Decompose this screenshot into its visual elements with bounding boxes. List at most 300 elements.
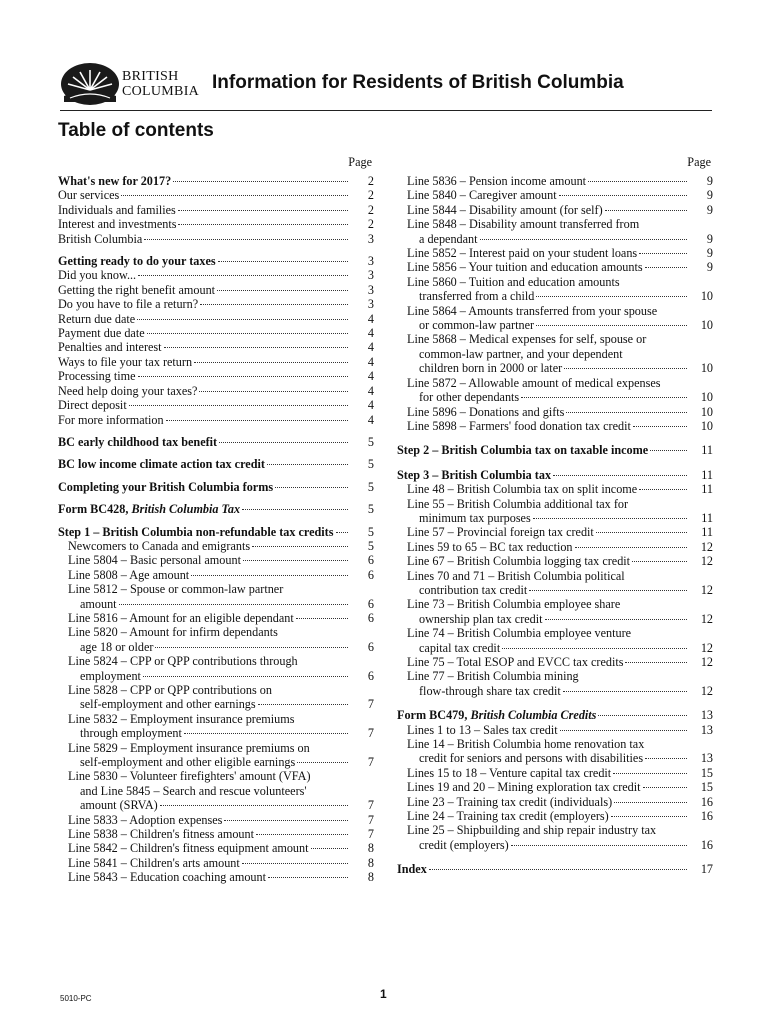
toc-entry-label: Line 5856 – Your tuition and education amounts [407,260,643,275]
toc-page-number: 10 [700,361,713,376]
toc-entry[interactable] [58,268,376,282]
dot-leader [533,518,687,519]
dot-leader [252,546,348,547]
toc-heading: Table of contents [58,120,214,141]
toc-page-number: 10 [700,404,713,419]
toc-entry[interactable] [397,217,715,246]
dot-leader [639,253,687,254]
toc-page-number: 3 [367,282,374,297]
toc-entry[interactable] [58,582,376,611]
toc-entry-label: Line 5842 – Children's fitness equipment amount [68,841,309,856]
toc-entry[interactable] [397,376,715,405]
toc-entry-label: Line 5843 – Education coaching amount [68,870,266,885]
toc-entry[interactable] [58,312,376,326]
dot-leader [267,464,348,465]
toc-page-number: 9 [706,231,713,246]
toc-entry-label: Line 5838 – Children's fitness amount [68,827,255,842]
toc-entry[interactable] [397,723,715,737]
toc-page-number: 7 [367,827,374,842]
toc-entry-label: Getting the right benefit amount [58,282,216,297]
toc-entry[interactable] [58,203,376,217]
toc-entry-label: amount (SRVA) [80,798,158,813]
toc-entry-label: Line 77 – British Columbia mining [407,669,579,684]
sun-mountain-icon [60,62,120,106]
toc-entry[interactable] [58,384,376,398]
dot-leader [536,296,687,297]
dot-leader [643,787,687,788]
toc-entry-label: capital tax credit [419,640,501,655]
dot-leader [429,869,687,870]
toc-page-number: 3 [367,297,374,312]
toc-entry-label: for other dependants [419,390,520,405]
dot-leader [336,532,349,533]
toc-entry[interactable] [397,304,715,333]
toc-entry[interactable] [58,611,376,625]
toc-entry-label: Line 5844 – Disability amount (for self) [407,202,603,217]
toc-entry-label: or common-law partner [419,318,535,333]
toc-entry[interactable] [58,457,376,471]
dot-leader [121,195,348,196]
toc-entry-label: and Line 5845 – Search and rescue volunteers' [80,783,307,798]
dot-leader [605,210,687,211]
toc-page-number: 9 [706,246,713,261]
toc-entry-label: Line 23 – Training tax credit (individuals) [407,794,613,809]
toc-entry-label: Line 5872 – Allowable amount of medical expenses [407,375,661,390]
toc-entry-label: What's new for 2017? [58,174,172,188]
toc-entry[interactable] [397,405,715,419]
toc-entry-label: Line 5840 – Caregiver amount [407,188,557,203]
toc-entry-label: Line 5804 – Basic personal amount [68,553,241,568]
toc-entry[interactable] [58,355,376,369]
dot-leader [598,715,687,716]
toc-entry[interactable] [397,525,715,539]
logo-line-2: COLUMBIA [122,84,200,99]
toc-entry-label: Line 5812 – Spouse or common-law partner [68,582,284,597]
toc-entry-label: Individuals and families [58,202,176,217]
toc-entry[interactable] [397,597,715,626]
toc-entry[interactable] [58,683,376,712]
dot-leader [511,845,687,846]
toc-page-number: 9 [706,260,713,275]
bc-logo [60,62,202,106]
dot-leader [138,376,348,377]
dot-leader [129,405,348,406]
toc-entry-label: Line 5808 – Age amount [68,567,190,582]
dot-leader [563,691,687,692]
toc-entry[interactable] [397,332,715,375]
toc-entry-label: Line 5860 – Tuition and education amounts [407,274,620,289]
toc-entry-label: Line 57 – Provincial foreign tax credit [407,525,594,540]
toc-entry[interactable] [397,809,715,823]
toc-entry-label: Penalties and interest [58,340,162,355]
toc-entry-label: British Columbia [58,231,143,246]
toc-page-number: 4 [367,398,374,413]
toc-entry[interactable] [58,525,376,539]
toc-entry-label: Line 5828 – CPP or QPP contributions on [68,683,272,697]
toc-page-number: 17 [700,862,713,877]
dot-leader [639,489,687,490]
dot-leader [625,662,687,663]
dot-leader [536,325,687,326]
toc-page-number: 5 [367,434,374,449]
toc-page-number: 13 [700,722,713,737]
toc-entry[interactable] [397,669,715,698]
toc-entry[interactable] [58,539,376,553]
dot-leader [137,319,348,320]
page-column-label: Page [687,155,711,169]
toc-page-number: 5 [367,479,374,494]
toc-entry[interactable] [58,553,376,567]
toc-page-number: 4 [367,369,374,384]
toc-page-number: 16 [700,809,713,824]
logo-wordmark [122,69,199,99]
dot-leader [480,239,687,240]
toc-entry[interactable] [58,326,376,340]
toc-entry[interactable] [58,625,376,654]
toc-page-number: 4 [367,311,374,326]
dot-leader [650,450,687,451]
toc-page-number: 9 [706,188,713,203]
dot-leader [297,762,348,763]
toc-entry-label: Line 75 – Total ESOP and EVCC tax credits [407,655,624,669]
toc-entry-label: children born in 2000 or later [419,361,563,376]
dot-leader [217,290,348,291]
toc-page-number: 11 [701,525,713,540]
toc-page-number: 16 [700,837,713,852]
dot-leader [596,532,687,533]
toc-entry-label: common-law partner, and your dependent [419,346,623,361]
toc-entry-label: a dependant [419,231,478,246]
toc-entry-label: Return due date [58,311,136,326]
toc-entry-label: Our services [58,188,120,203]
toc-entry-label: Line 25 – Shipbuilding and ship repair industry tax [407,823,657,838]
toc-entry-label: Line 5816 – Amount for an eligible dependant [68,610,294,625]
toc-entry-label: For more information [58,412,164,427]
toc-entry-label: Line 48 – British Columbia tax on split income [407,482,638,497]
dot-leader [243,560,348,561]
toc-entry[interactable] [58,398,376,412]
toc-entry[interactable] [397,275,715,304]
toc-entry-label: Do you have to file a return? [58,297,199,312]
toc-page-number: 4 [367,412,374,427]
dot-leader [529,590,687,591]
toc-entry[interactable] [58,502,376,516]
toc-entry[interactable] [58,369,376,383]
dot-leader [224,820,348,821]
toc-page-number: 3 [367,254,374,269]
dot-leader [199,391,348,392]
toc-entry-label: transferred from a child [419,289,535,304]
toc-page-number: 2 [367,217,374,232]
toc-entry-label: Completing your British Columbia forms [58,479,274,494]
page-column-label: Page [348,155,372,169]
toc-entry-label: Line 5852 – Interest paid on your student loans [407,246,638,261]
toc-entry-label: Line 24 – Training tax credit (employers) [407,809,609,824]
toc-entry[interactable] [397,554,715,568]
toc-entry[interactable] [58,856,376,870]
dot-leader [311,848,349,849]
toc-entry[interactable] [58,827,376,841]
dot-leader [632,561,687,562]
toc-page-number: 3 [367,231,374,246]
toc-page-number: 9 [706,202,713,217]
toc-page-number: 7 [367,755,374,770]
toc-entry[interactable] [397,540,715,554]
dot-leader [614,802,687,803]
dot-leader [645,758,687,759]
toc-entry-label: Line 73 – British Columbia employee share [407,597,621,612]
toc-entry[interactable] [58,568,376,582]
toc-page-number: 12 [700,655,713,669]
dot-leader [242,863,348,864]
toc-entry[interactable] [397,468,715,482]
toc-entry-label: Line 55 – British Columbia additional tax for [407,496,629,511]
toc-page-number: 2 [367,174,374,188]
toc-entry-label: self-employment and other eligible earnings [80,755,296,770]
toc-page-number: 4 [367,354,374,369]
toc-entry[interactable] [397,419,715,433]
toc-page-number: 12 [700,582,713,597]
dot-leader [147,333,348,334]
toc-page-number: 10 [700,318,713,333]
toc-entry[interactable] [58,870,376,884]
toc-entry[interactable] [397,780,715,794]
toc-entry[interactable] [397,862,715,876]
toc-page-number: 8 [367,855,374,870]
toc-entry[interactable] [58,813,376,827]
toc-entry-label: Lines 19 and 20 – Mining exploration tax credit [407,780,641,795]
toc-entry-label: Payment due date [58,326,145,341]
toc-entry[interactable] [58,283,376,297]
dot-leader [200,304,348,305]
toc-page-number: 8 [367,870,374,885]
toc-entry-label: credit for seniors and persons with disabilities [419,751,644,766]
toc-page-number: 10 [700,418,713,433]
dot-leader [633,426,687,427]
dot-leader [178,210,348,211]
toc-entry[interactable] [397,188,715,202]
toc-page-number: 9 [706,174,713,188]
page-number: 1 [380,987,387,1001]
toc-entry[interactable] [397,497,715,526]
toc-page-number: 11 [701,482,713,497]
dot-leader [566,412,687,413]
toc-entry-label: Direct deposit [58,398,127,413]
toc-page-number: 6 [367,596,374,611]
dot-leader [645,267,687,268]
toc-entry[interactable] [397,246,715,260]
dot-leader [143,676,348,677]
toc-page-number: 13 [700,708,713,723]
toc-entry[interactable] [58,254,376,268]
dot-leader [191,575,348,576]
dot-leader [138,275,348,276]
toc-entry-label: through employment [80,726,182,741]
toc-page-number: 8 [367,841,374,856]
toc-entry-label: Line 5833 – Adoption expenses [68,812,223,827]
toc-entry[interactable] [397,626,715,655]
dot-leader [184,733,348,734]
toc-page-number: 7 [367,798,374,813]
logo-line-1: BRITISH [122,69,179,84]
toc-entry[interactable] [397,203,715,217]
toc-page-number: 4 [367,340,374,355]
toc-entry-label: contribution tax credit [419,582,528,597]
toc-entry-label: age 18 or older [80,639,154,654]
dot-leader [194,362,348,363]
toc-entry-label: Step 1 – British Columbia non-refundable tax credits [58,524,334,539]
toc-entry-label: minimum tax purposes [419,510,531,525]
header-divider [60,110,712,111]
dot-leader [166,420,348,421]
toc-entry-label: Line 74 – British Columbia employee venture [407,626,632,641]
toc-entry[interactable] [58,841,376,855]
toc-entry-label: Interest and investments [58,217,177,232]
document-title: Information for Residents of British Columbia [212,72,624,93]
toc-entry-label: Newcomers to Canada and emigrants [68,538,251,553]
toc-page-number: 11 [701,510,713,525]
toc-entry[interactable] [58,741,376,770]
toc-page-number: 2 [367,188,374,203]
toc-entry[interactable] [58,480,376,494]
dot-leader [119,604,348,605]
toc-page-number: 5 [367,538,374,553]
toc-page-number: 6 [367,553,374,568]
toc-page-number: 6 [367,610,374,625]
toc-entry[interactable] [58,232,376,246]
toc-entry[interactable] [397,655,715,669]
toc-page-number: 12 [700,611,713,626]
toc-page-number: 6 [367,668,374,683]
toc-page-number: 6 [367,639,374,654]
toc-entry-label: Line 5820 – Amount for infirm dependants [68,625,278,640]
toc-entry[interactable] [397,823,715,852]
toc-entry-label: Index [397,862,427,877]
toc-entry-label: Form BC428, British Columbia Tax [58,502,241,517]
toc-page-number: 12 [700,683,713,698]
toc-entry-label: Line 5832 – Employment insurance premiums [68,711,295,726]
toc-page-number: 5 [367,524,374,539]
dot-leader [611,816,687,817]
toc-entry-label: Line 5830 – Volunteer firefighters' amount (VFA) [68,769,311,784]
toc-page-number: 2 [367,202,374,217]
dot-leader [521,397,687,398]
dot-leader [564,368,687,369]
dot-leader [296,618,348,619]
toc-entry[interactable] [58,174,376,188]
dot-leader [144,239,348,240]
toc-entry[interactable] [397,708,715,722]
toc-page-number: 15 [700,780,713,795]
toc-page-number: 3 [367,268,374,283]
dot-leader [160,805,348,806]
toc-entry-label: Line 5868 – Medical expenses for self, spouse or [407,332,647,347]
toc-entry[interactable] [397,795,715,809]
toc-right-column [397,154,715,877]
toc-entry[interactable] [58,435,376,449]
toc-entry-label: Processing time [58,369,136,384]
toc-entry-label: Line 5836 – Pension income amount [407,174,587,188]
dot-leader [155,647,348,648]
dot-leader [553,475,687,476]
toc-page-number: 12 [700,640,713,655]
toc-entry-label: Line 14 – British Columbia home renovation tax [407,737,645,752]
toc-entry[interactable] [58,654,376,683]
toc-entry-label: Step 2 – British Columbia tax on taxable income [397,443,649,458]
dot-leader [559,195,687,196]
toc-entry-label: Step 3 – British Columbia tax [397,467,552,482]
toc-entry-label: Line 5896 – Donations and gifts [407,404,565,419]
toc-page-number: 7 [367,697,374,712]
toc-entry-label: Line 5829 – Employment insurance premiums on [68,740,310,755]
toc-page-number: 7 [367,726,374,741]
toc-entry[interactable] [397,569,715,598]
toc-page-number: 10 [700,390,713,405]
toc-page-number: 16 [700,794,713,809]
toc-entry-label: Line 5864 – Amounts transferred from your spouse [407,303,658,318]
toc-entry-label: BC early childhood tax benefit [58,434,218,449]
toc-entry[interactable] [397,174,715,188]
dot-leader [268,877,348,878]
toc-page-number: 7 [367,812,374,827]
toc-entry[interactable] [397,737,715,766]
form-code: 5010-PC [60,994,92,1003]
toc-page-number: 12 [700,554,713,569]
dot-leader [545,619,687,620]
toc-page-number: 15 [700,765,713,780]
toc-page-number: 11 [701,443,713,458]
toc-page-number: 4 [367,326,374,341]
toc-entry[interactable] [58,217,376,231]
dot-leader [258,704,348,705]
toc-page-number: 10 [700,289,713,304]
toc-entry[interactable] [58,340,376,354]
toc-entry[interactable] [58,413,376,427]
toc-entry[interactable] [58,712,376,741]
toc-page-number: 5 [367,457,374,472]
toc-entry[interactable] [58,297,376,311]
toc-entry[interactable] [397,443,715,457]
toc-entry-label: Line 5841 – Children's arts amount [68,855,240,870]
dot-leader [588,181,687,182]
toc-entry[interactable] [397,766,715,780]
toc-entry[interactable] [58,188,376,202]
toc-page-number: 5 [367,502,374,517]
toc-entry[interactable] [397,260,715,274]
dot-leader [560,730,687,731]
toc-entry-label: Lines 70 and 71 – British Columbia political [407,568,625,583]
toc-entry-label: flow-through share tax credit [419,683,561,698]
toc-entry-label: Did you know... [58,268,137,283]
toc-entry-label: BC low income climate action tax credit [58,457,265,472]
toc-entry-label: Form BC479, British Columbia Credits [397,708,597,723]
dot-leader [178,224,348,225]
dot-leader [502,648,687,649]
toc-entry-label: employment [80,668,141,683]
toc-entry-label: Lines 1 to 13 – Sales tax credit [407,722,558,737]
toc-page-number: 13 [700,751,713,766]
dot-leader [575,547,687,548]
dot-leader [275,487,348,488]
dot-leader [219,442,348,443]
toc-entry-label: Lines 15 to 18 – Venture capital tax credit [407,765,612,780]
toc-entry[interactable] [397,482,715,496]
toc-page-number: 12 [700,539,713,554]
toc-page-number: 4 [367,383,374,398]
toc-page-number: 11 [701,467,713,482]
dot-leader [613,773,687,774]
toc-entry[interactable] [58,769,376,812]
